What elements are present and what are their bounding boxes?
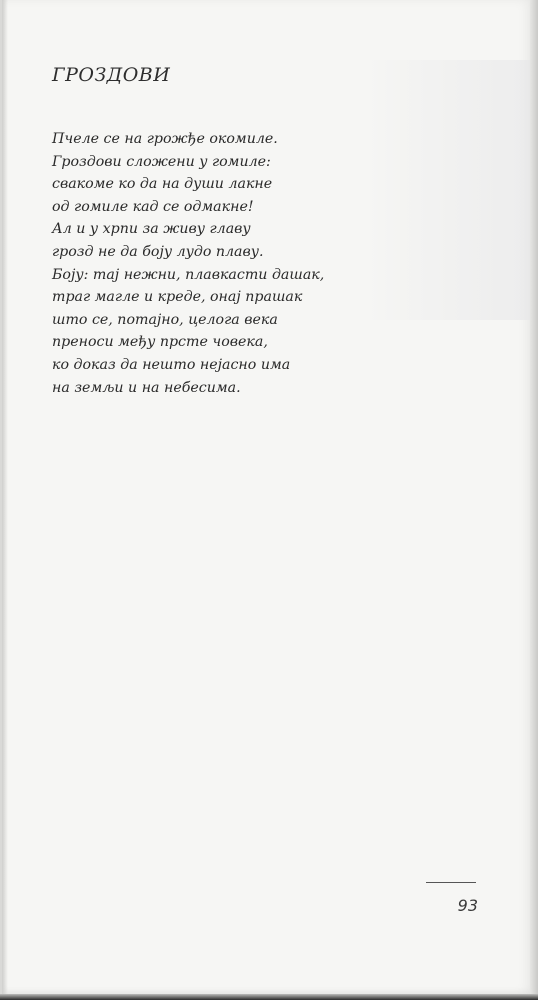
poem-line: ко доказ да нешто нејасно има — [52, 356, 291, 373]
poem-line: на земљи и на небесима. — [52, 379, 241, 396]
poem-title: ГРОЗДОВИ — [52, 64, 171, 86]
poem-line: траг магле и креде, онај прашак — [52, 289, 303, 306]
poem-line: грозд не да боју лудо плаву. — [52, 243, 264, 260]
poem-body — [52, 128, 352, 399]
page-bottom-edge — [0, 994, 538, 1000]
poem-line: што се, потајно, целога века — [52, 311, 278, 328]
poem-line: преноси међу прсте човека, — [52, 334, 268, 351]
spine-shadow — [2, 0, 8, 1000]
page-right-edge — [530, 0, 538, 1000]
footer-rule — [426, 882, 476, 883]
page-number: 93 — [457, 896, 478, 915]
poem-line: Пчеле се на грожђе окомиле. — [52, 131, 278, 147]
poem-line: Боју: тај нежни, плавкасти дашак, — [52, 266, 325, 283]
book-page — [2, 0, 532, 994]
poem-line: Ал и у хрпи за живу главу — [52, 221, 251, 238]
poem-line: свакоме ко да на души лакне — [52, 176, 273, 193]
poem-line: Гроздови сложени у гомиле: — [52, 153, 271, 170]
show-through-from-reverse — [362, 60, 532, 320]
poem-line: од гомиле кад се одмакне! — [52, 198, 254, 215]
